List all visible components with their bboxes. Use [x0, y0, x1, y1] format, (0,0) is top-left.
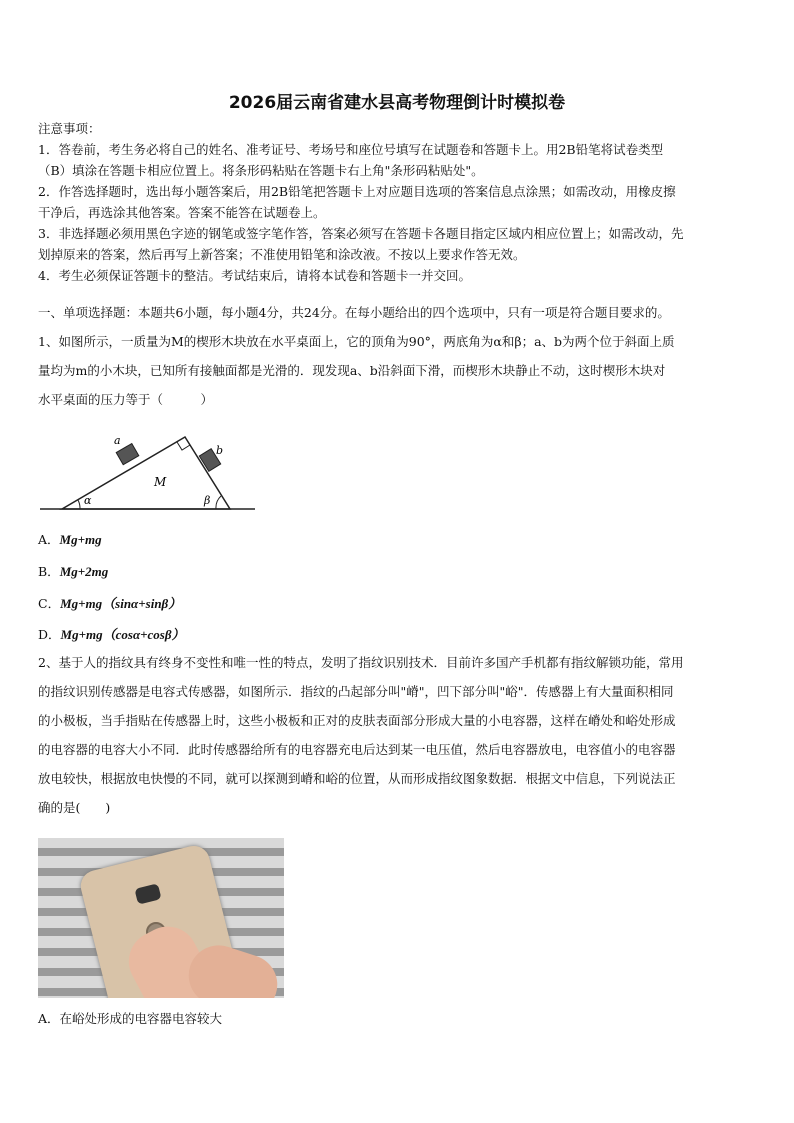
notice-line: 4．考生必须保证答题卡的整洁。考试结束后，请将本试卷和答题卡一并交回。: [38, 268, 471, 283]
q2-line: 的小极板，当手指贴在传感器上时，这些小极板和正对的皮肤表面部分形成大量的小电容器，这样在嵴处和峪处形成: [38, 713, 676, 728]
label-a: a: [114, 434, 121, 447]
notice-line: 划掉原来的答案，然后再写上新答案；不准使用铅笔和涂改液。不按以上要求作答无效。: [38, 247, 526, 262]
fingerprint-phone-photo: [38, 838, 284, 998]
q1-option-a: A．Mg+mg: [38, 532, 102, 547]
q2-line: 确的是( ): [38, 800, 111, 815]
notice-line: （B）填涂在答题卡相应位置上。将条形码粘贴在答题卡右上角"条形码粘贴处"。: [38, 163, 484, 178]
question-2-block: [38, 648, 760, 822]
notice-line: 3．非选择题必须用黑色字迹的钢笔或签字笔作答，答案必须写在答题卡各题目指定区域内相应位置上；如需改动，先: [38, 226, 684, 241]
notice-line: 干净后，再选涂其他答案。答案不能答在试题卷上。: [38, 205, 326, 220]
q1-line: 量均为m的小木块，已知所有接触面都是光滑的．现发现a、b沿斜面下滑，而楔形木块静止不动，这时楔形木块对: [38, 363, 666, 378]
q2-line: 2、基于人的指纹具有终身不变性和唯一性的特点，发明了指纹识别技术．目前许多国产手机都有指纹解锁功能，常用: [38, 655, 684, 670]
q2-option-a: A．在峪处形成的电容器电容较大: [38, 1011, 223, 1026]
notice-line: 1．答卷前，考生务必将自己的姓名、准考证号、考场号和座位号填写在试题卷和答题卡上。用2B铅笔将试卷类型: [38, 142, 664, 157]
notice-heading: 注意事项：: [38, 121, 101, 136]
notice-block: [38, 118, 760, 286]
q2-line: 的电容器的电容大小不同．此时传感器给所有的电容器充电后达到某一电压值，然后电容器放电，电容值小的电容器: [38, 742, 676, 757]
alpha-arc: [78, 500, 80, 509]
beta-arc: [216, 496, 221, 509]
q1-option-d: D．Mg+mg（cosα+cosβ）: [38, 627, 185, 642]
wedge-figure: [40, 420, 260, 515]
label-M: M: [154, 475, 167, 489]
label-beta: β: [204, 494, 211, 507]
label-alpha: α: [84, 494, 92, 507]
notice-line: 2．作答选择题时，选出每小题答案后，用2B铅笔把答题卡上对应题目选项的答案信息点涂黑；如需改动，用橡皮擦: [38, 184, 676, 199]
question-1-block: [38, 298, 760, 414]
q1-option-b: B．Mg+2mg: [38, 564, 109, 579]
label-b: b: [216, 444, 224, 457]
q2-line: 放电较快，根据放电快慢的不同，就可以探测到嵴和峪的位置，从而形成指纹图象数据．根据文中信息，下列说法正: [38, 771, 676, 786]
q1-option-c: C．Mg+mg（sinα+sinβ）: [38, 596, 182, 611]
q2-line: 的指纹识别传感器是电容式传感器，如图所示．指纹的凸起部分叫"嵴"，凹下部分叫"峪"．传感器上有大量面积相同: [38, 684, 674, 699]
page-title: 2026届云南省建水县高考物理倒计时模拟卷: [228, 93, 566, 113]
q1-line: 水平桌面的压力等于（ ）: [38, 392, 214, 407]
q1-line: 1、如图所示，一质量为M的楔形木块放在水平桌面上，它的顶角为90°，两底角为α和β；a、b为两个位于斜面上质: [38, 334, 675, 349]
section-heading: 一、单项选择题：本题共6小题，每小题4分，共24分。在每小题给出的四个选项中，只有一项是符合题目要求的。: [38, 305, 670, 320]
